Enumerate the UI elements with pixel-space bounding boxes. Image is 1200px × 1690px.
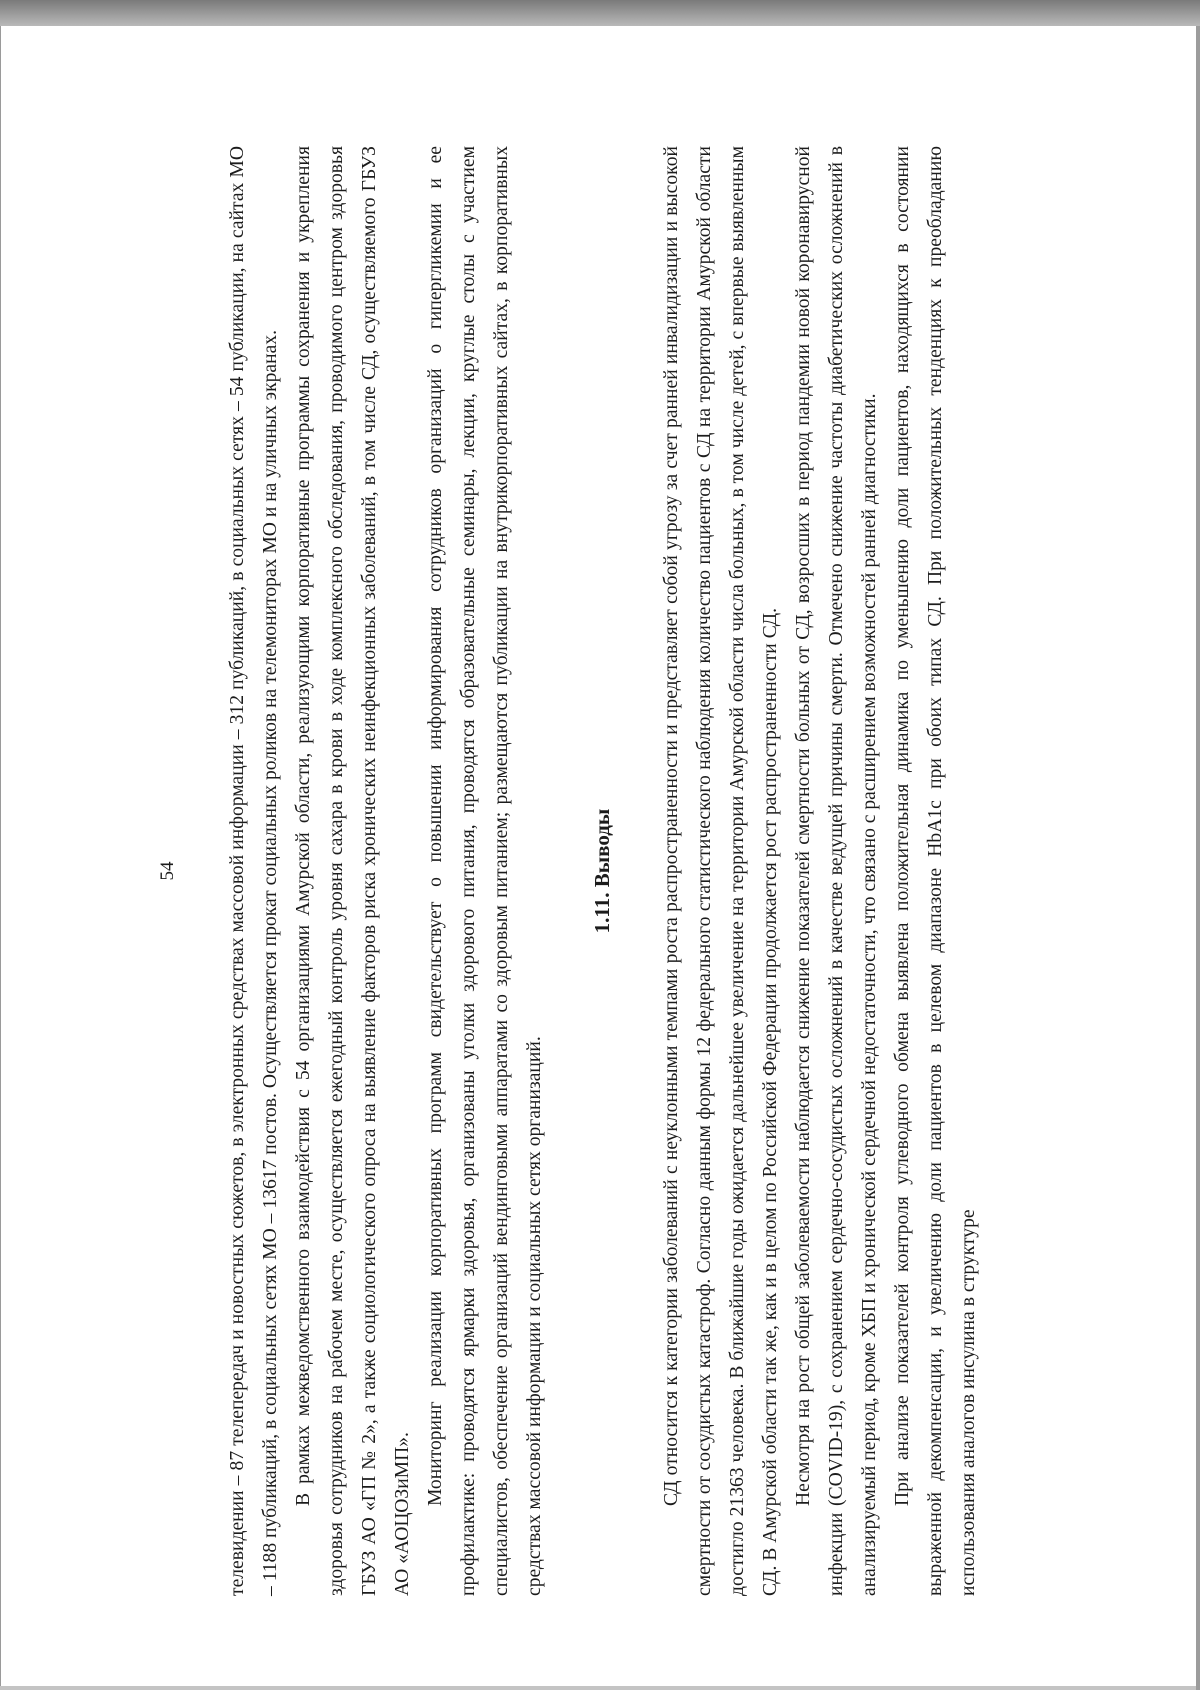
paragraph-interagency: В рамках межведомственного взаимодействия с 54 организациями Амурской области, реализующими корпоративные программы сохранения и укрепления здоровья сотрудников на рабочем месте, осуществляется ежегодный контроль уровня сахара в крови в ходе комплексного обследования, проводимого центром здоровья ГБУЗ АО «ГП № 2», а также социологического опроса на выявление факторов риска хронических неинфекционных заболеваний, в том числе СД, осуществляемого ГБУЗ АО «АОЦОЗиМП». xyxy=(293,146,413,1596)
paragraph-glycemic-control: При анализе показателей контроля углеводного обмена выявлена положительная динамика по уменьшению доли пациентов, находящихся в состоянии выраженной декомпенсации, и увеличению доли пациентов в целевом диапазоне HbA1c при обоих типах СД. При положительных тенденциях к преобладанию использования аналогов инсулина в структуре xyxy=(892,146,979,1596)
section-continuation xyxy=(221,146,551,1596)
paragraph-monitoring: Мониторинг реализации корпоративных программ свидетельствует о повышении информирования сотрудников организаций о гипергликемии и ее профилактике: проводятся ярмарки здоровья, организованы уголки здорового питания, проводятся образовательные семинары, лекции, круглые столы с участием специалистов, обеспечение организаций вендинговыми аппаратами со здоровым питанием; размещаются публикации на внутрикорпоративных сайтах, в корпоративных средствах массовой информации и социальных сетях организаций. xyxy=(425,146,545,1596)
document-page xyxy=(0,26,1197,1686)
section-heading-conclusions: 1.11. Выводы xyxy=(590,808,614,934)
rotated-page-content xyxy=(151,146,1051,1596)
section-conclusions xyxy=(655,146,985,1596)
scanner-top-edge xyxy=(0,0,1200,26)
paragraph-media-stats: телевидении – 87 телепередач и новостных сюжетов, в электронных средствах массовой информации – 312 публикаций, в социальных сетях – 54 публикации, на сайтах МО – 1188 публикаций, в социальных сетях МО – 13617 постов. Осуществляется прокат социальных роликов на телемониторах МО и на уличных экранах. xyxy=(227,146,281,1596)
scanner-right-edge xyxy=(1196,26,1200,1690)
paragraph-prevalence: СД относится к категории заболеваний с неуклонными темпами роста распространенности и представляет собой угрозу за счет ранней инвалидизации и высокой смертности от сосудистых катастроф. Согласно данным формы 12 федерального статистического наблюдения количество пациентов с СД на территории Амурской области достигло 21363 человека. В ближайшие годы ожидается дальнейшее увеличение на территории Амурской области числа больных, в том числе детей, с впервые выявленным СД. В Амурской области так же, как и в целом по Российской Федерации продолжается рост распространенности СД. xyxy=(661,146,781,1596)
paragraph-mortality: Несмотря на рост общей заболеваемости наблюдается снижение показателей смертности больных от СД, возросших в период пандемии новой коронавирусной инфекции (COVID-19), с сохранением сердечно-сосудистых осложнений в качестве ведущей причины смерти. Отмечено снижение частоты диабетических осложнений в анализируемый период, кроме ХБП и хронической сердечной недостаточности, что связано с расширением возможностей ранней диагностики. xyxy=(793,146,880,1596)
page-number: 54 xyxy=(157,861,178,881)
